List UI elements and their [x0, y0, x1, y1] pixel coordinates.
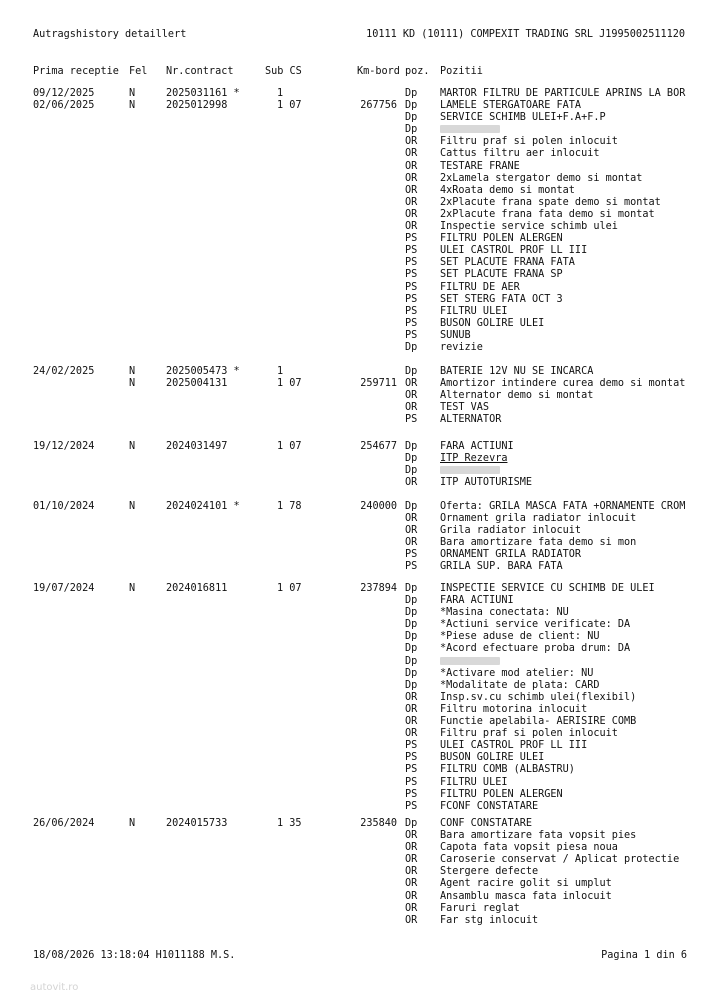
order-group [0, 88, 715, 354]
order-type: N [129, 366, 136, 377]
print-stamp: 18/08/2026 13:18:04 H1011188 M.S. [33, 950, 236, 961]
table-row [0, 88, 715, 100]
table-row [0, 221, 715, 233]
table-row [0, 740, 715, 752]
position-code: Dp [405, 679, 418, 691]
position-code: OR [405, 378, 418, 390]
position-code: Dp [405, 366, 418, 377]
table-row [0, 453, 715, 465]
position-text: Ornament grila radiator inlocuit [440, 513, 637, 525]
order-type: N [129, 88, 136, 99]
position-code: Dp [405, 631, 418, 643]
table-row [0, 441, 715, 453]
position-code: PS [405, 764, 418, 776]
table-row [0, 777, 715, 789]
position-code: OR [405, 914, 418, 926]
table-row [0, 752, 715, 764]
order-type: N [129, 818, 136, 829]
contract-number: 2025031161 * [166, 88, 240, 99]
position-text: 4xRoata demo si montat [440, 184, 575, 196]
sub-cs: 1 07 [277, 583, 302, 594]
col-header-date: Prima receptie [33, 66, 119, 77]
table-row [0, 692, 715, 704]
position-code: PS [405, 245, 418, 257]
position-text: INSPECTIE SERVICE CU SCHIMB DE ULEI [440, 583, 655, 594]
table-row [0, 209, 715, 221]
table-row [0, 561, 715, 573]
table-row [0, 789, 715, 801]
position-code: Dp [405, 441, 418, 452]
position-code: OR [405, 525, 418, 537]
table-row [0, 197, 715, 209]
position-code: OR [405, 221, 418, 233]
position-text: FCONF CONSTATARE [440, 800, 539, 812]
position-code: OR [405, 136, 418, 148]
position-text: *Acord efectuare proba drum: DA [440, 643, 631, 655]
position-text: *Modalitate de plata: CARD [440, 679, 600, 691]
position-text: ORNAMENT GRILA RADIATOR [440, 549, 582, 561]
position-code: PS [405, 776, 418, 788]
reception-date: 19/07/2024 [33, 583, 95, 594]
position-code: OR [405, 842, 418, 854]
contract-number: 2025012998 [166, 100, 228, 112]
position-code: Dp [405, 818, 418, 829]
table-row [0, 366, 715, 378]
table-row [0, 161, 715, 173]
position-text: Insp.sv.cu schimb ulei(flexibil) [440, 691, 637, 703]
position-text: FILTRU ULEI [440, 776, 508, 788]
km-reading: 240000 [360, 501, 397, 512]
redacted-text [440, 124, 500, 136]
position-code: OR [405, 172, 418, 184]
table-row [0, 854, 715, 866]
order-group [0, 441, 715, 489]
km-reading: 237894 [360, 583, 397, 594]
order-group [0, 501, 715, 574]
table-row [0, 306, 715, 318]
col-header-contract: Nr.contract [166, 66, 234, 77]
position-text: FILTRU POLEN ALERGEN [440, 788, 563, 800]
table-row [0, 390, 715, 402]
position-code: PS [405, 293, 418, 305]
position-code: Dp [405, 88, 418, 99]
position-text: CONF CONSTATARE [440, 818, 533, 829]
reception-date: 02/06/2025 [33, 100, 95, 112]
position-text: 2xPlacute frana fata demo si montat [440, 208, 655, 220]
table-row [0, 112, 715, 124]
position-code: Dp [405, 501, 418, 512]
position-text: ALTERNATOR [440, 414, 502, 426]
position-text: SET PLACUTE FRANA SP [440, 269, 563, 281]
order-type: N [129, 100, 136, 112]
sub-cs: 1 78 [277, 501, 302, 512]
position-code: OR [405, 866, 418, 878]
table-row [0, 728, 715, 740]
position-text: revizie [440, 341, 483, 353]
table-row [0, 269, 715, 281]
position-text: 2xLamela stergator demo si montat [440, 172, 643, 184]
position-code: PS [405, 752, 418, 764]
position-text: FILTRU COMB (ALBASTRU) [440, 764, 575, 776]
position-code: OR [405, 728, 418, 740]
position-code: OR [405, 878, 418, 890]
position-text: ULEI CASTROL PROF LL III [440, 740, 588, 752]
position-code: PS [405, 549, 418, 561]
table-row [0, 124, 715, 136]
sub-cs: 1 [277, 366, 284, 377]
table-row [0, 704, 715, 716]
table-row [0, 764, 715, 776]
position-text: Bara amortizare fata demo si mon [440, 537, 637, 549]
position-text: TESTARE FRANE [440, 160, 520, 172]
sub-cs: 1 07 [277, 100, 302, 112]
position-text: Grila radiator inlocuit [440, 525, 582, 537]
position-text: Cattus filtru aer inlocuit [440, 148, 600, 160]
position-text: Caroserie conservat / Aplicat protectie [440, 854, 680, 866]
order-group [0, 366, 715, 426]
position-code: Dp [405, 465, 418, 477]
order-type: N [129, 501, 136, 512]
position-code: PS [405, 329, 418, 341]
table-row [0, 583, 715, 595]
position-text: Alternator demo si montat [440, 390, 594, 402]
contract-number: 2024016811 [166, 583, 228, 594]
order-type: N [129, 378, 136, 390]
contract-number: 2025004131 [166, 378, 228, 390]
col-header-poz: poz. [405, 66, 430, 77]
position-text: TEST VAS [440, 402, 490, 414]
position-code: Dp [405, 655, 418, 667]
page-number: Pagina 1 din 6 [601, 950, 687, 961]
watermark: autovit.ro [30, 982, 79, 993]
position-code: PS [405, 257, 418, 269]
position-code: OR [405, 716, 418, 728]
position-code: OR [405, 477, 418, 489]
table-row [0, 619, 715, 631]
position-code: OR [405, 148, 418, 160]
table-row [0, 830, 715, 842]
position-code: OR [405, 691, 418, 703]
position-text: GRILA SUP. BARA FATA [440, 561, 563, 573]
position-text: Agent racire golit si umplut [440, 878, 612, 890]
table-row [0, 891, 715, 903]
table-row [0, 595, 715, 607]
position-code: OR [405, 890, 418, 902]
position-text: Far stg inlocuit [440, 914, 539, 926]
position-code: PS [405, 281, 418, 293]
position-code: PS [405, 740, 418, 752]
table-row [0, 903, 715, 915]
order-type: N [129, 583, 136, 594]
position-text: *Actiuni service verificate: DA [440, 619, 631, 631]
table-row [0, 233, 715, 245]
table-row [0, 282, 715, 294]
position-text: *Activare mod atelier: NU [440, 667, 594, 679]
sub-cs: 1 07 [277, 378, 302, 390]
position-code: PS [405, 317, 418, 329]
position-text: 2xPlacute frana spate demo si montat [440, 196, 661, 208]
sub-cs: 1 [277, 88, 284, 99]
contract-number: 2024024101 * [166, 501, 240, 512]
position-code: OR [405, 160, 418, 172]
table-row [0, 915, 715, 927]
position-text: Filtru praf si polen inlocuit [440, 728, 618, 740]
table-row [0, 185, 715, 197]
reception-date: 09/12/2025 [33, 88, 95, 99]
position-text: *Masina conectata: NU [440, 607, 569, 619]
col-header-fel: Fel [129, 66, 148, 77]
position-code: OR [405, 902, 418, 914]
position-text: Faruri reglat [440, 902, 520, 914]
redacted-text [440, 656, 500, 668]
position-text: Ansamblu masca fata inlocuit [440, 890, 612, 902]
table-row [0, 257, 715, 269]
position-text: FILTRU DE AER [440, 281, 520, 293]
table-row [0, 537, 715, 549]
position-text: BATERIE 12V NU SE INCARCA [440, 366, 594, 377]
position-code: Dp [405, 341, 418, 353]
table-row [0, 680, 715, 692]
contract-number: 2025005473 * [166, 366, 240, 377]
position-text: BUSON GOLIRE ULEI [440, 317, 545, 329]
position-text: ULEI CASTROL PROF LL III [440, 245, 588, 257]
position-text: Functie apelabila- AERISIRE COMB [440, 716, 637, 728]
km-reading: 235840 [360, 818, 397, 829]
position-text: Filtru motorina inlocuit [440, 703, 588, 715]
table-row [0, 513, 715, 525]
position-code: OR [405, 513, 418, 525]
order-group [0, 583, 715, 813]
reception-date: 19/12/2024 [33, 441, 95, 452]
position-code: Dp [405, 643, 418, 655]
position-code: Dp [405, 595, 418, 607]
position-text: ITP AUTOTURISME [440, 477, 533, 489]
position-code: OR [405, 390, 418, 402]
position-text: Capota fata vopsit piesa noua [440, 842, 618, 854]
table-row [0, 643, 715, 655]
position-code: OR [405, 208, 418, 220]
position-code: OR [405, 196, 418, 208]
contract-number: 2024031497 [166, 441, 228, 452]
position-code: PS [405, 800, 418, 812]
table-row [0, 330, 715, 342]
position-code: Dp [405, 607, 418, 619]
table-row [0, 318, 715, 330]
table-row [0, 414, 715, 426]
position-text: BUSON GOLIRE ULEI [440, 752, 545, 764]
position-code: PS [405, 269, 418, 281]
table-row [0, 173, 715, 185]
col-header-pozitii: Pozitii [440, 66, 483, 77]
position-code: Dp [405, 100, 418, 112]
table-row [0, 801, 715, 813]
reception-date: 24/02/2025 [33, 366, 95, 377]
position-text: Bara amortizare fata vopsit pies [440, 830, 637, 842]
table-row [0, 878, 715, 890]
position-code: OR [405, 184, 418, 196]
table-row [0, 607, 715, 619]
table-row [0, 668, 715, 680]
table-row [0, 501, 715, 513]
position-code: Dp [405, 667, 418, 679]
position-text: ITP Rezevra [440, 453, 508, 465]
table-row [0, 294, 715, 306]
position-text: Oferta: GRILA MASCA FATA +ORNAMENTE CROM [440, 501, 686, 512]
table-row [0, 656, 715, 668]
table-row [0, 402, 715, 414]
km-reading: 254677 [360, 441, 397, 452]
table-row [0, 477, 715, 489]
order-type: N [129, 441, 136, 452]
position-code: PS [405, 233, 418, 245]
reception-date: 26/06/2024 [33, 818, 95, 829]
position-text: SET STERG FATA OCT 3 [440, 293, 563, 305]
position-code: PS [405, 305, 418, 317]
table-row [0, 100, 715, 112]
table-row [0, 866, 715, 878]
position-text: SUNUB [440, 329, 471, 341]
position-code: Dp [405, 124, 418, 136]
table-row [0, 716, 715, 728]
table-row [0, 378, 715, 390]
table-row [0, 136, 715, 148]
position-text: FARA ACTIUNI [440, 441, 514, 452]
position-text: SERVICE SCHIMB ULEI+F.A+F.P [440, 112, 606, 124]
table-row [0, 465, 715, 477]
position-text: Amortizor intindere curea demo si montat [440, 378, 686, 390]
vehicle-owner-line: 10111 KD (10111) COMPEXIT TRADING SRL J1995002511120 [366, 29, 685, 40]
document-title: Autragshistory detaillert [33, 29, 187, 40]
sub-cs: 1 07 [277, 441, 302, 452]
position-text: Stergere defecte [440, 866, 539, 878]
table-row [0, 631, 715, 643]
contract-number: 2024015733 [166, 818, 228, 829]
position-text: FILTRU ULEI [440, 305, 508, 317]
position-code: Dp [405, 112, 418, 124]
km-reading: 267756 [360, 100, 397, 112]
position-text: FARA ACTIUNI [440, 595, 514, 607]
position-text: FILTRU POLEN ALERGEN [440, 233, 563, 245]
km-reading: 259711 [360, 378, 397, 390]
table-row [0, 818, 715, 830]
sub-cs: 1 35 [277, 818, 302, 829]
position-code: OR [405, 537, 418, 549]
table-row [0, 342, 715, 354]
position-text: SET PLACUTE FRANA FATA [440, 257, 575, 269]
col-header-km: Km-bord [357, 66, 400, 77]
position-text: Inspectie service schimb ulei [440, 221, 618, 233]
col-header-sub-cs: Sub CS [265, 66, 302, 77]
table-row [0, 148, 715, 160]
position-code: OR [405, 854, 418, 866]
position-text: LAMELE STERGATOARE FATA [440, 100, 582, 112]
table-row [0, 842, 715, 854]
table-row [0, 245, 715, 257]
order-group [0, 818, 715, 927]
redacted-text [440, 465, 500, 477]
table-row [0, 549, 715, 561]
position-code: PS [405, 561, 418, 573]
position-code: PS [405, 414, 418, 426]
reception-date: 01/10/2024 [33, 501, 95, 512]
position-code: Dp [405, 453, 418, 465]
position-code: OR [405, 703, 418, 715]
table-row [0, 525, 715, 537]
position-text: *Piese aduse de client: NU [440, 631, 600, 643]
position-code: OR [405, 830, 418, 842]
position-code: Dp [405, 583, 418, 594]
position-text: Filtru praf si polen inlocuit [440, 136, 618, 148]
position-code: Dp [405, 619, 418, 631]
position-code: OR [405, 402, 418, 414]
position-code: PS [405, 788, 418, 800]
position-text: MARTOR FILTRU DE PARTICULE APRINS LA BOR [440, 88, 686, 99]
